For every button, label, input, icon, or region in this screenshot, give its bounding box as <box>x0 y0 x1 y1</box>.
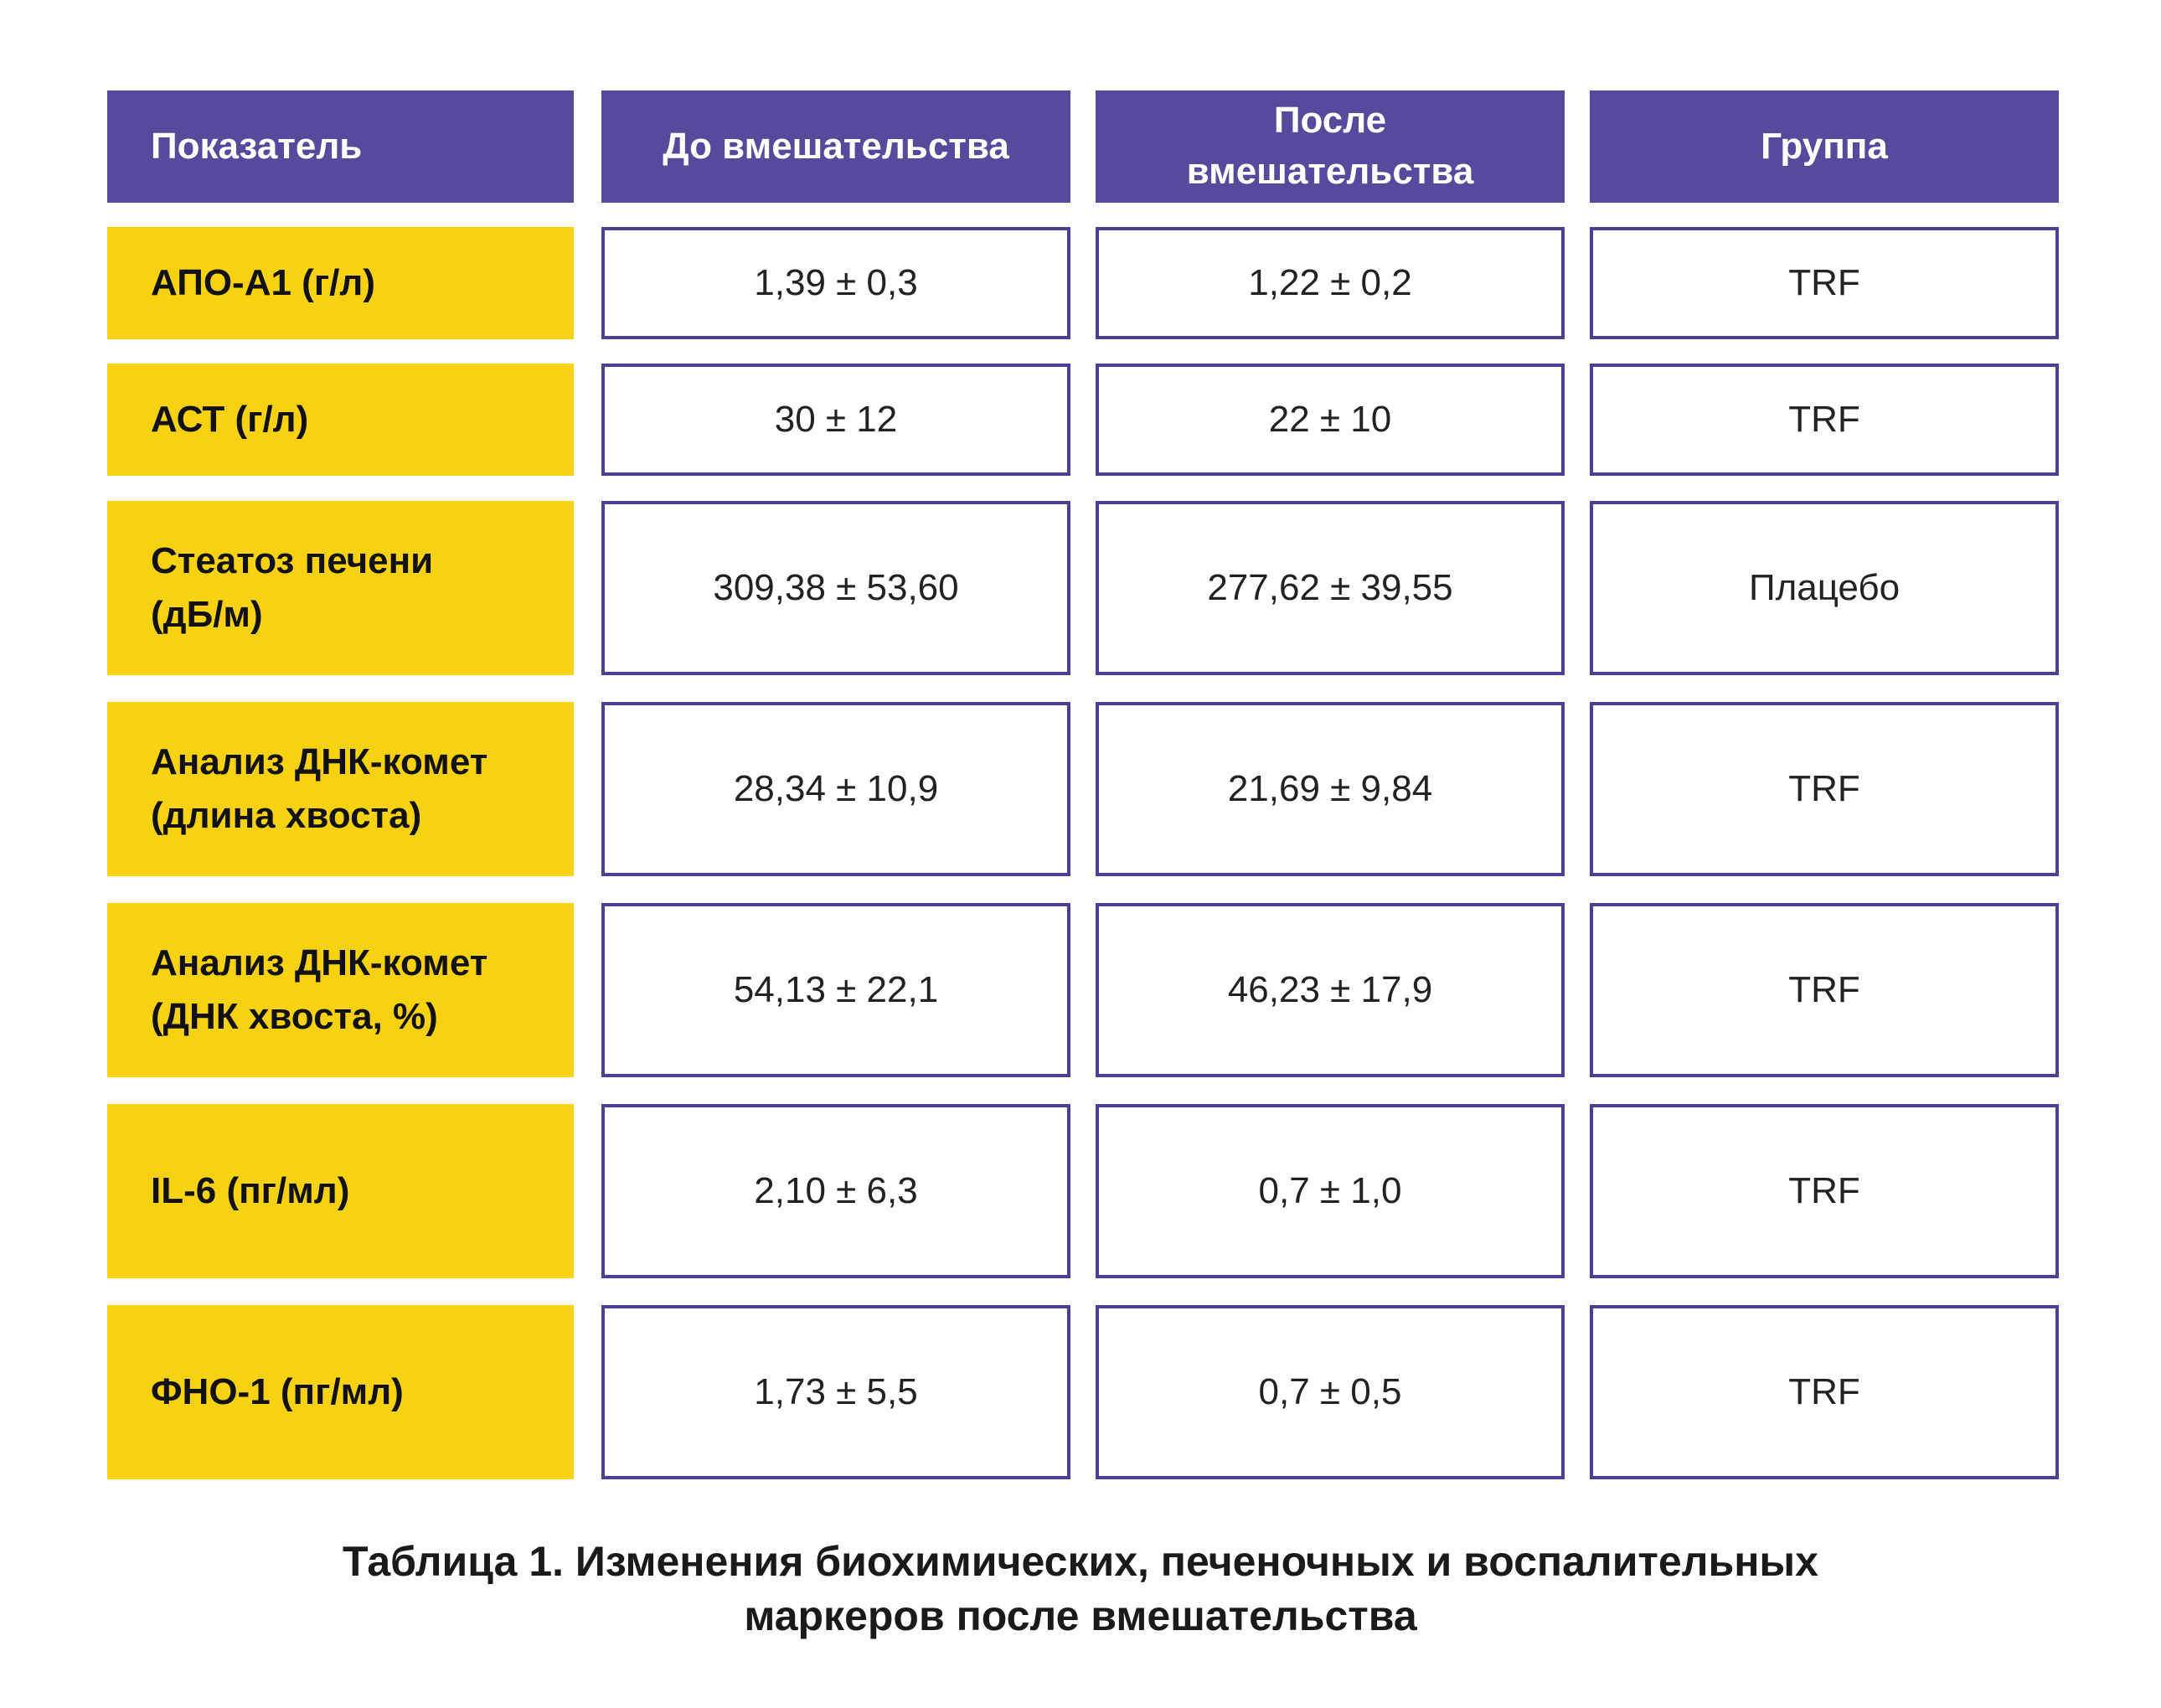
row-indicator <box>107 903 574 1077</box>
row-after-value <box>1096 1305 1565 1479</box>
row-indicator <box>107 702 574 876</box>
row-after-value <box>1096 1104 1565 1278</box>
after-value-text: 277,62 ± 39,55 <box>1207 567 1453 608</box>
row-indicator <box>107 227 574 339</box>
group-text: Плацебо <box>1748 567 1901 608</box>
row-indicator <box>107 364 574 476</box>
row-before-value <box>601 903 1070 1077</box>
row-before-value <box>601 702 1070 876</box>
row-after-value <box>1096 227 1565 339</box>
header-before-text: До вмешательства <box>663 125 1009 167</box>
row-before-value <box>601 501 1070 675</box>
before-value-text: 1,73 ± 5,5 <box>754 1371 918 1412</box>
header-after <box>1096 90 1565 203</box>
indicator-text: АПО-А1 (г/л) <box>151 262 375 304</box>
after-value-text: 1,22 ± 0,2 <box>1248 262 1412 303</box>
row-indicator <box>107 1104 574 1278</box>
header-group <box>1590 90 2059 203</box>
row-before-value <box>601 1305 1070 1479</box>
after-value-text: 21,69 ± 9,84 <box>1227 768 1433 809</box>
header-before <box>601 90 1070 203</box>
row-indicator <box>107 1305 574 1479</box>
row-group <box>1590 501 2059 675</box>
group-text: TRF <box>1788 262 1860 303</box>
row-group <box>1590 1104 2059 1278</box>
group-text: TRF <box>1788 969 1860 1010</box>
group-text: TRF <box>1788 399 1860 440</box>
row-group <box>1590 1305 2059 1479</box>
row-group <box>1590 227 2059 339</box>
header-group-text: Группа <box>1761 125 1888 167</box>
caption-line-2: маркеров после вмешательства <box>744 1592 1417 1639</box>
header-indicator-text: Показатель <box>151 125 363 167</box>
header-indicator <box>107 90 574 203</box>
after-value-text: 0,7 ± 1,0 <box>1258 1170 1402 1211</box>
row-after-value <box>1096 364 1565 476</box>
row-after-value <box>1096 702 1565 876</box>
group-text: TRF <box>1788 768 1860 809</box>
indicator-text: ФНО-1 (пг/мл) <box>151 1371 404 1413</box>
after-value-text: 0,7 ± 0,5 <box>1258 1371 1402 1412</box>
row-group <box>1590 364 2059 476</box>
before-value-text: 54,13 ± 22,1 <box>733 969 939 1010</box>
before-value-text: 30 ± 12 <box>774 399 898 440</box>
before-value-text: 2,10 ± 6,3 <box>754 1170 918 1211</box>
header-after-text: После вмешательства <box>1186 100 1474 192</box>
indicator-text: Анализ ДНК-комет (ДНК хвоста, %) <box>151 942 488 1037</box>
row-before-value <box>601 227 1070 339</box>
indicator-text: IL-6 (пг/мл) <box>151 1170 350 1212</box>
row-before-value <box>601 364 1070 476</box>
row-group <box>1590 702 2059 876</box>
after-value-text: 22 ± 10 <box>1268 399 1392 440</box>
indicator-text: АСТ (г/л) <box>151 399 309 441</box>
indicator-text: Анализ ДНК-комет (длина хвоста) <box>151 741 488 836</box>
group-text: TRF <box>1788 1170 1860 1211</box>
row-after-value <box>1096 903 1565 1077</box>
after-value-text: 46,23 ± 17,9 <box>1227 969 1433 1010</box>
caption-line-1: Таблица 1. Изменения биохимических, печеночных и воспалительных <box>343 1538 1818 1585</box>
before-value-text: 28,34 ± 10,9 <box>733 768 939 809</box>
before-value-text: 1,39 ± 0,3 <box>754 262 918 303</box>
row-indicator <box>107 501 574 675</box>
table-caption <box>0 1535 2161 1643</box>
row-before-value <box>601 1104 1070 1278</box>
before-value-text: 309,38 ± 53,60 <box>713 567 959 608</box>
indicator-text: Стеатоз печени (дБ/м) <box>151 540 434 635</box>
group-text: TRF <box>1788 1371 1860 1412</box>
row-group <box>1590 903 2059 1077</box>
row-after-value <box>1096 501 1565 675</box>
